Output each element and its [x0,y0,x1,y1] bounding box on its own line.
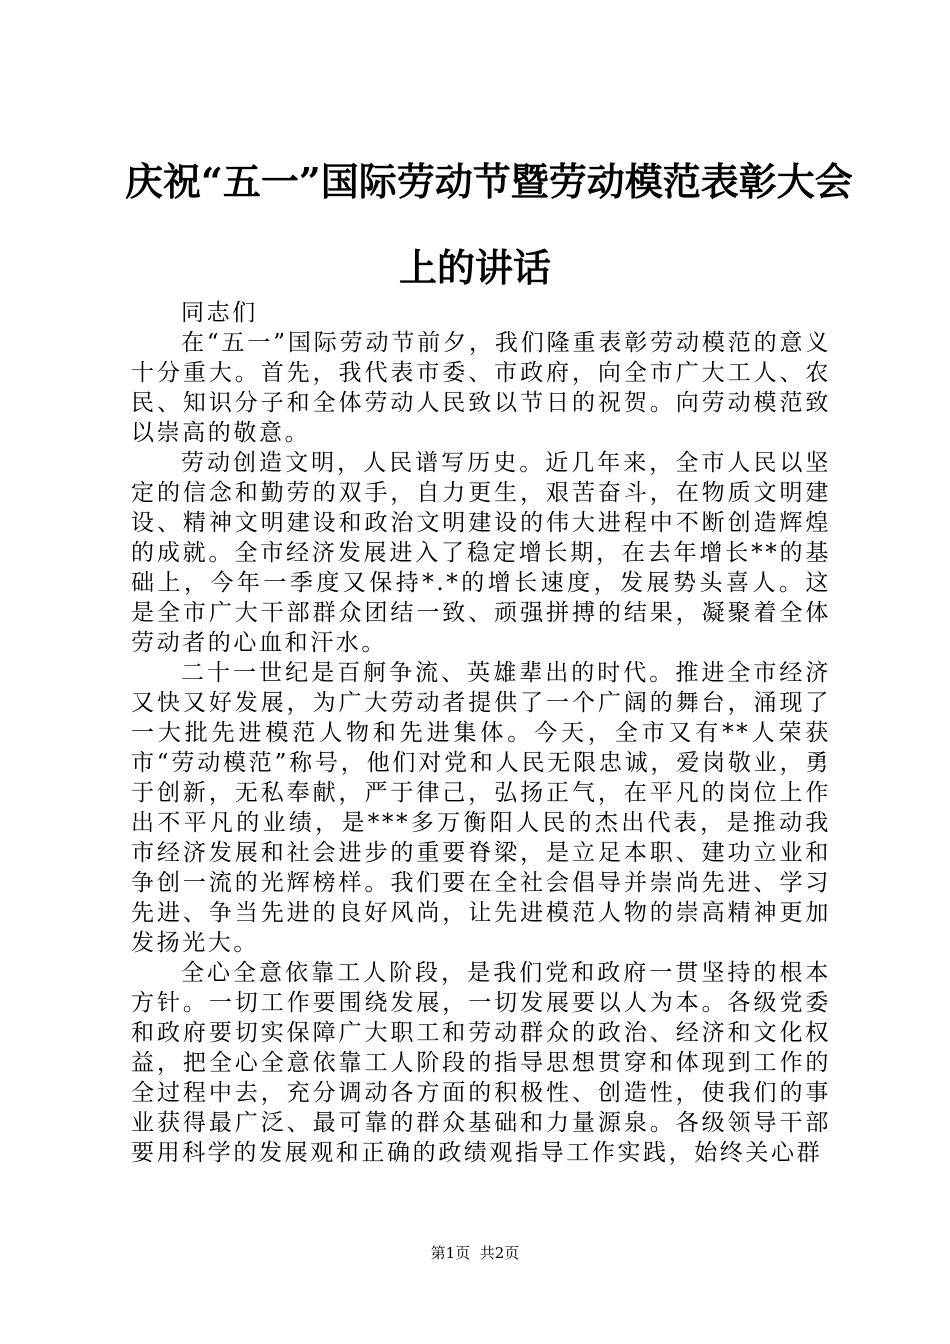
body-paragraph: 全心全意依靠工人阶段，是我们党和政府一贯坚持的根本方针。一切工作要围绕发展，一切发展要以人为本。各级党委和政府要切实保障广大职工和劳动群众的政治、经济和文化权益，把全心全意依靠工人阶段的指导思想贯穿和体现到工作的全过程中去，充分调动各方面的积极性、创造性，使我们的事业获得最广泛、最可靠的群众基础和力量源泉。各级领导干部要用科学的发展观和正确的政绩观指导工作实践，始终关心群 [131,960,831,1166]
body-paragraph: 在“五一”国际劳动节前夕，我们隆重表彰劳动模范的意义十分重大。首先，我代表市委、市政府，向全市广大工人、农民、知识分子和全体劳动人民致以节日的祝贺。向劳动模范致以崇高的敬意。 [131,330,831,446]
body-paragraph: 二十一世纪是百舸争流、英雄辈出的时代。推进全市经济又快又好发展，为广大劳动者提供了一个广阔的舞台，涌现了一大批先进模范人物和先进集体。今天，全市又有**人荣获市“劳动模范”称号，他们对党和人民无限忠诚，爱岗敬业，勇于创新，无私奉献，严于律己，弘扬正气，在平凡的岗位上作出不平凡的业绩，是***多万衡阳人民的杰出代表，是推动我市经济发展和社会进步的重要脊梁，是立足本职、建功立业和争创一流的光辉榜样。我们要在全社会倡导并崇尚先进、学习先进、争当先进的良好风尚，让先进模范人物的崇高精神更加发扬光大。 [131,660,831,956]
page-footer [0,1243,950,1263]
document-title-line2: 上的讲话 [398,245,551,290]
page-number-current: 第1页 [430,1244,471,1262]
page-number-total: 共2页 [479,1244,520,1262]
document-title-line1: 庆祝“五一”国际劳动节暨劳动模范表彰大会 [125,159,853,204]
document-body [131,298,831,1168]
salutation: 同志们 [181,300,258,326]
body-paragraph: 劳动创造文明，人民谱写历史。近几年来，全市人民以坚定的信念和勤劳的双手，自力更生，艰苦奋斗，在物质文明建设、精神文明建设和政治文明建设的伟大进程中不断创造辉煌的成就。全市经济发展进入了稳定增长期，在去年增长**的基础上，今年一季度又保持*.*的增长速度，发展势头喜人。这是全市广大干部群众团结一致、顽强拼搏的结果，凝聚着全体劳动者的心血和汗水。 [131,450,831,656]
